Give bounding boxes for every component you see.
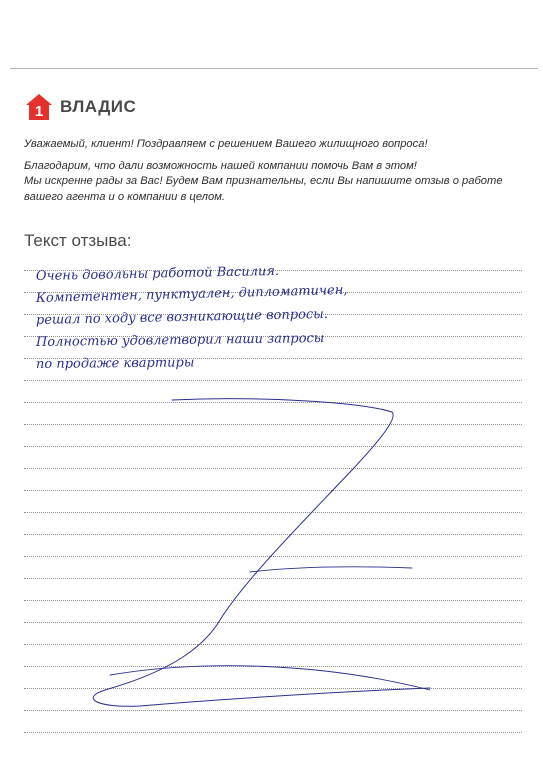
ruled-line <box>24 666 522 667</box>
ruled-line <box>24 380 522 381</box>
ruled-line <box>24 622 522 623</box>
handwritten-line: решал по ходу все возникающие вопросы. <box>35 306 329 328</box>
handwritten-line: по продаже квартиры <box>35 355 195 372</box>
ruled-line <box>24 446 522 447</box>
intro-text <box>24 137 524 205</box>
ruled-line <box>24 270 522 271</box>
review-heading: Текст отзыва: <box>24 231 132 250</box>
brand-name: ВЛАДИС <box>60 97 137 116</box>
ruled-line <box>24 578 522 579</box>
ruled-line <box>24 556 522 557</box>
ruled-line <box>24 402 522 403</box>
handwritten-line: Компетентен, пунктуален, дипломатичен, <box>35 282 348 306</box>
ruled-line <box>24 314 522 315</box>
logo-digit: 1 <box>34 103 44 120</box>
ruled-line <box>24 490 522 491</box>
ruled-line <box>24 688 522 689</box>
ruled-line <box>24 732 522 733</box>
top-divider <box>10 68 538 69</box>
ruled-line <box>24 424 522 425</box>
ruled-line <box>24 710 522 711</box>
ruled-line <box>24 512 522 513</box>
intro-line: Уважаемый, клиент! Поздравляем с решением Вашего жилищного вопроса! <box>24 138 428 150</box>
ruled-line <box>24 534 522 535</box>
intro-line: Мы искренне рады за Вас! Будем Вам признательны, если Вы напишите отзыв о работе <box>24 175 503 187</box>
ruled-line <box>24 600 522 601</box>
handwritten-line: Полностью удовлетворил наши запросы <box>35 330 325 350</box>
intro-line: вашего агента и о компании в целом. <box>24 190 225 203</box>
ruled-line <box>24 468 522 469</box>
ruled-line <box>24 644 522 645</box>
ruled-line <box>24 336 522 337</box>
ruled-line <box>24 292 522 293</box>
handwritten-line: Очень довольны работой Василия. <box>35 263 280 284</box>
intro-line: Благодарим, что дали возможность нашей компании помочь Вам в этом! <box>24 159 417 172</box>
ruled-line <box>24 358 522 359</box>
ruled-lines <box>24 270 522 750</box>
brand-logo <box>24 92 136 122</box>
house-icon <box>24 92 54 122</box>
